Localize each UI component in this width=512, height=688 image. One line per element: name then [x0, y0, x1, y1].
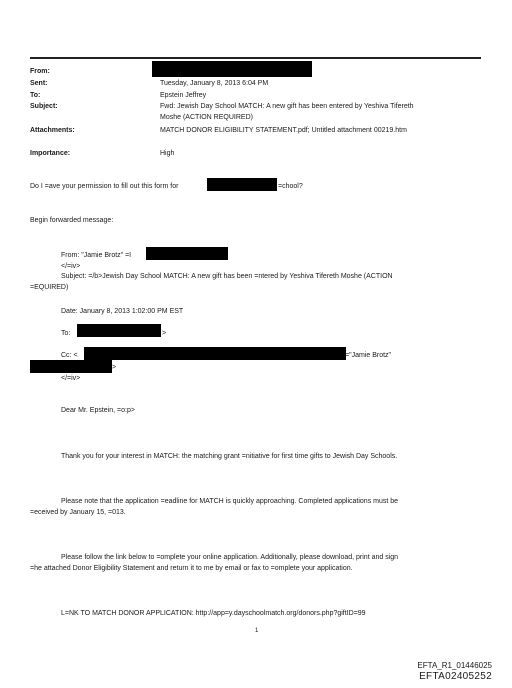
from-label: From:	[30, 68, 50, 75]
importance-label: Importance:	[30, 150, 71, 157]
fwd-to-tail: >	[162, 330, 167, 337]
to-value: Epstein Jeffrey	[160, 92, 207, 99]
redacted-from	[152, 61, 312, 77]
attachments-value: MATCH DONOR ELIGIBILITY STATEMENT.pdf; Untitled attachment 00219.htm	[160, 127, 407, 134]
fwd-to-label: To:	[61, 330, 71, 337]
subject-line-2: Moshe (ACTION REQUIRED)	[160, 114, 253, 121]
fwd-date: Date: January 8, 2013 1:02:00 PM EST	[61, 308, 184, 315]
fwd-div-close-2: </=iv>	[61, 375, 81, 382]
paragraph-1: Thank you for your interest in MATCH: the matching grant =nitiative for first time gifts to Jewish Day Schools.	[61, 453, 398, 460]
fwd-subject-line-1: Subject: =/b>Jewish Day School MATCH: A new gift has been =ntered by Yeshiva Tifereth Moshe (ACTION	[61, 273, 393, 280]
subject-label: Subject:	[30, 103, 58, 110]
attachments-label: Attachments:	[30, 127, 75, 134]
greeting: Dear Mr. Epstein, =o:p>	[61, 407, 135, 414]
redacted-from-email	[146, 247, 228, 260]
redacted-to	[77, 324, 161, 337]
redacted-school	[207, 178, 277, 191]
paragraph-3-line-1: Please follow the link below to =omplete your online application. Additionally, please download, print and sign	[61, 554, 399, 561]
sent-value: Tuesday, January 8, 2013 6:04 PM	[160, 80, 269, 87]
importance-value: High	[160, 150, 175, 157]
header-rule	[30, 57, 481, 59]
paragraph-3-line-2: =he attached Donor Eligibility Statement and return it to me by email or fax to =omplete your application.	[30, 565, 353, 572]
paragraph-2-line-1: Please note that the application =eadline for MATCH is quickly approaching. Completed applications must be	[61, 498, 399, 505]
sent-label: Sent:	[30, 80, 48, 87]
fwd-subject-line-2: =EQUIRED)	[30, 284, 69, 291]
fwd-div-close-1: </=iv>	[61, 263, 81, 270]
redacted-cc-2	[30, 360, 112, 373]
question-text-start: Do I =ave your permission to fill out this form for	[30, 183, 179, 190]
fwd-cc-tail: >	[112, 364, 117, 371]
page-number: 1	[255, 628, 259, 634]
fwd-cc-name: ="Jamie Brotz"	[345, 352, 392, 359]
link-line: L=NK TO MATCH DONOR APPLICATION: http://app=y.dayschoolmatch.org/donors.php?giftID=99	[61, 610, 366, 617]
subject-line-1: Fwd: Jewish Day School MATCH: A new gift has been entered by Yeshiva Tifereth	[160, 103, 414, 110]
to-label: To:	[30, 92, 41, 99]
question-text-end: =chool?	[278, 183, 303, 190]
bates-number-1: EFTA_R1_01446025	[417, 661, 492, 670]
fwd-cc-label: Cc: <	[61, 352, 78, 359]
redacted-cc-1	[84, 347, 346, 360]
paragraph-2-line-2: =eceived by January 15, =013.	[30, 509, 126, 516]
forwarded-header: Begin forwarded message:	[30, 217, 114, 224]
fwd-from: From: "Jamie Brotz" =I	[61, 252, 132, 259]
bates-number-2: EFTA02405252	[419, 671, 492, 682]
